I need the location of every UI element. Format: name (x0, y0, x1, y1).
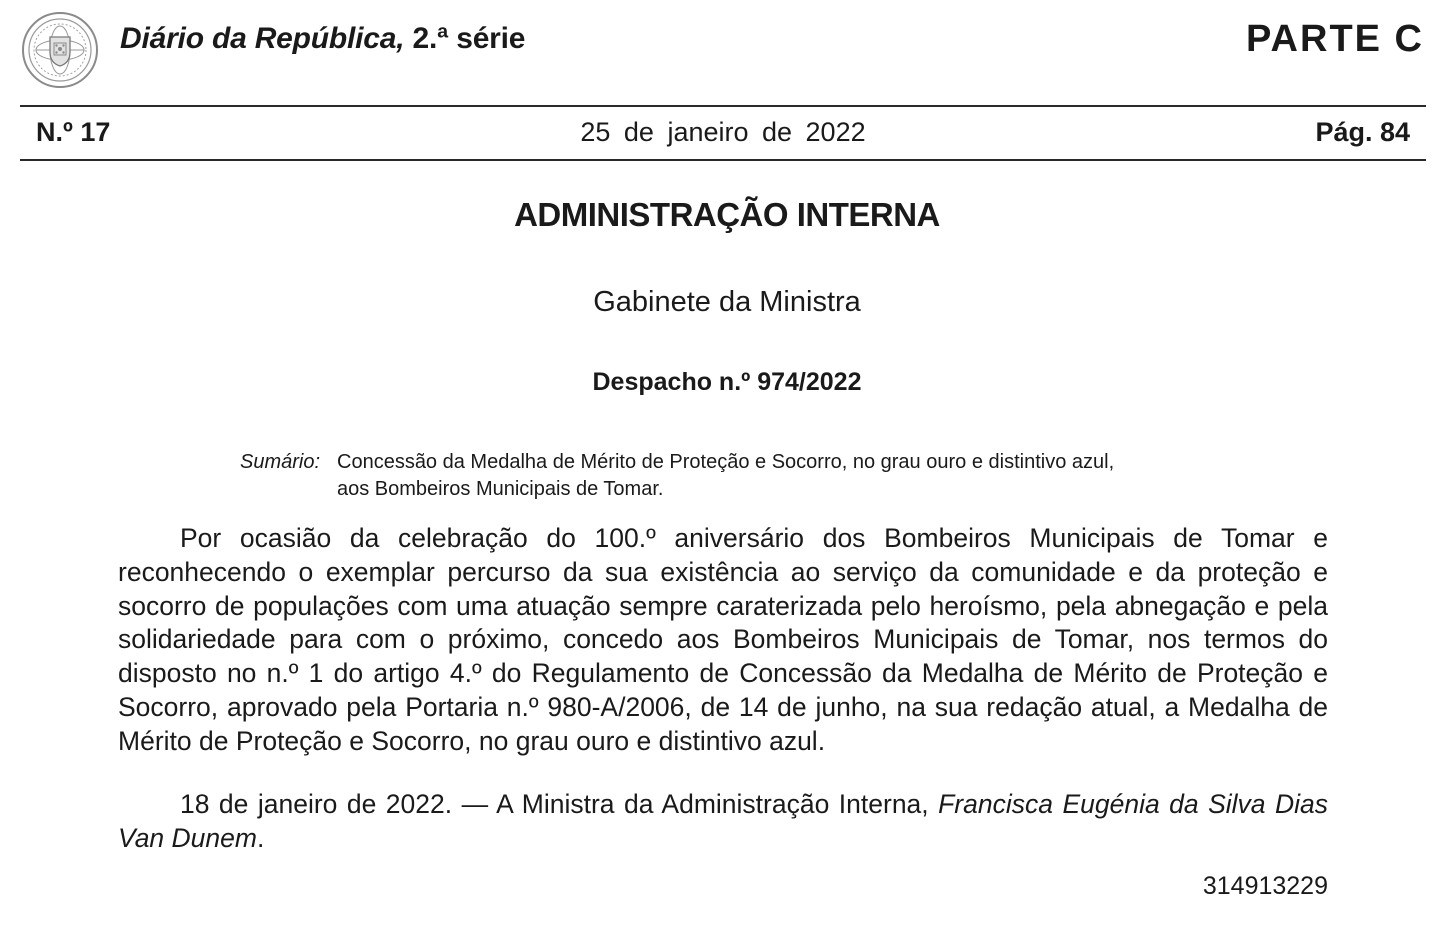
issue-date: 25 de janeiro de 2022 (580, 117, 866, 147)
office-title: Gabinete da Ministra (593, 286, 861, 318)
part-label: PARTE C (1246, 18, 1424, 60)
body-paragraph: Por ocasião da celebração do 100.º aniversário dos Bombeiros Municipais de Tomar e reconhecendo o exemplar percurso da sua existência ao serviço da comunidade e da proteção e socorro de populações com uma atuação sempre caraterizada pelo heroísmo, pela abnegação e pela solidariedade para com o próximo, concedo aos Bombeiros Municipais de Tomar, nos termos do disposto no n.º 1 do artigo 4.º do Regulamento de Concessão da Medalha de Mérito de Proteção e Socorro, aprovado pela Portaria n.º 980-A/2006, de 14 de junho, na sua redação atual, a Medalha de Mérito de Proteção e Socorro, no grau ouro e distintivo azul. (118, 523, 1328, 756)
summary-text (337, 449, 1237, 503)
journal-title (120, 22, 525, 56)
signoff-end: . (256, 822, 265, 853)
issue-meta-row (36, 117, 1410, 151)
coat-of-arms-seal-icon (20, 10, 100, 90)
signoff-paragraph (118, 788, 1328, 856)
dispatch-title: Despacho n.º 974/2022 (592, 368, 862, 396)
summary-line-2: aos Bombeiros Municipais de Tomar. (337, 478, 664, 500)
journal-title-name: Diário da República, (120, 22, 405, 55)
journal-series: 2.ª série (412, 22, 526, 55)
header-bottom-rule (20, 159, 1426, 161)
signoff-date: 18 de janeiro de 2022. — A Ministra da Administração Interna, (180, 789, 929, 819)
summary-label: Sumário: (240, 451, 321, 473)
section-title: ADMINISTRAÇÃO INTERNA (514, 196, 940, 233)
header-top-rule (20, 105, 1426, 107)
summary-line-1: Concessão da Medalha de Mérito de Proteção e Socorro, no grau ouro e distintivo azul, (337, 451, 1115, 473)
signatory-name: Francisca Eugénia da Silva Dias Van Dunem (118, 789, 1328, 853)
document-code: 314913229 (1202, 872, 1328, 900)
issue-number: N.º 17 (36, 117, 111, 147)
page-number: Pág. 84 (1315, 117, 1410, 147)
